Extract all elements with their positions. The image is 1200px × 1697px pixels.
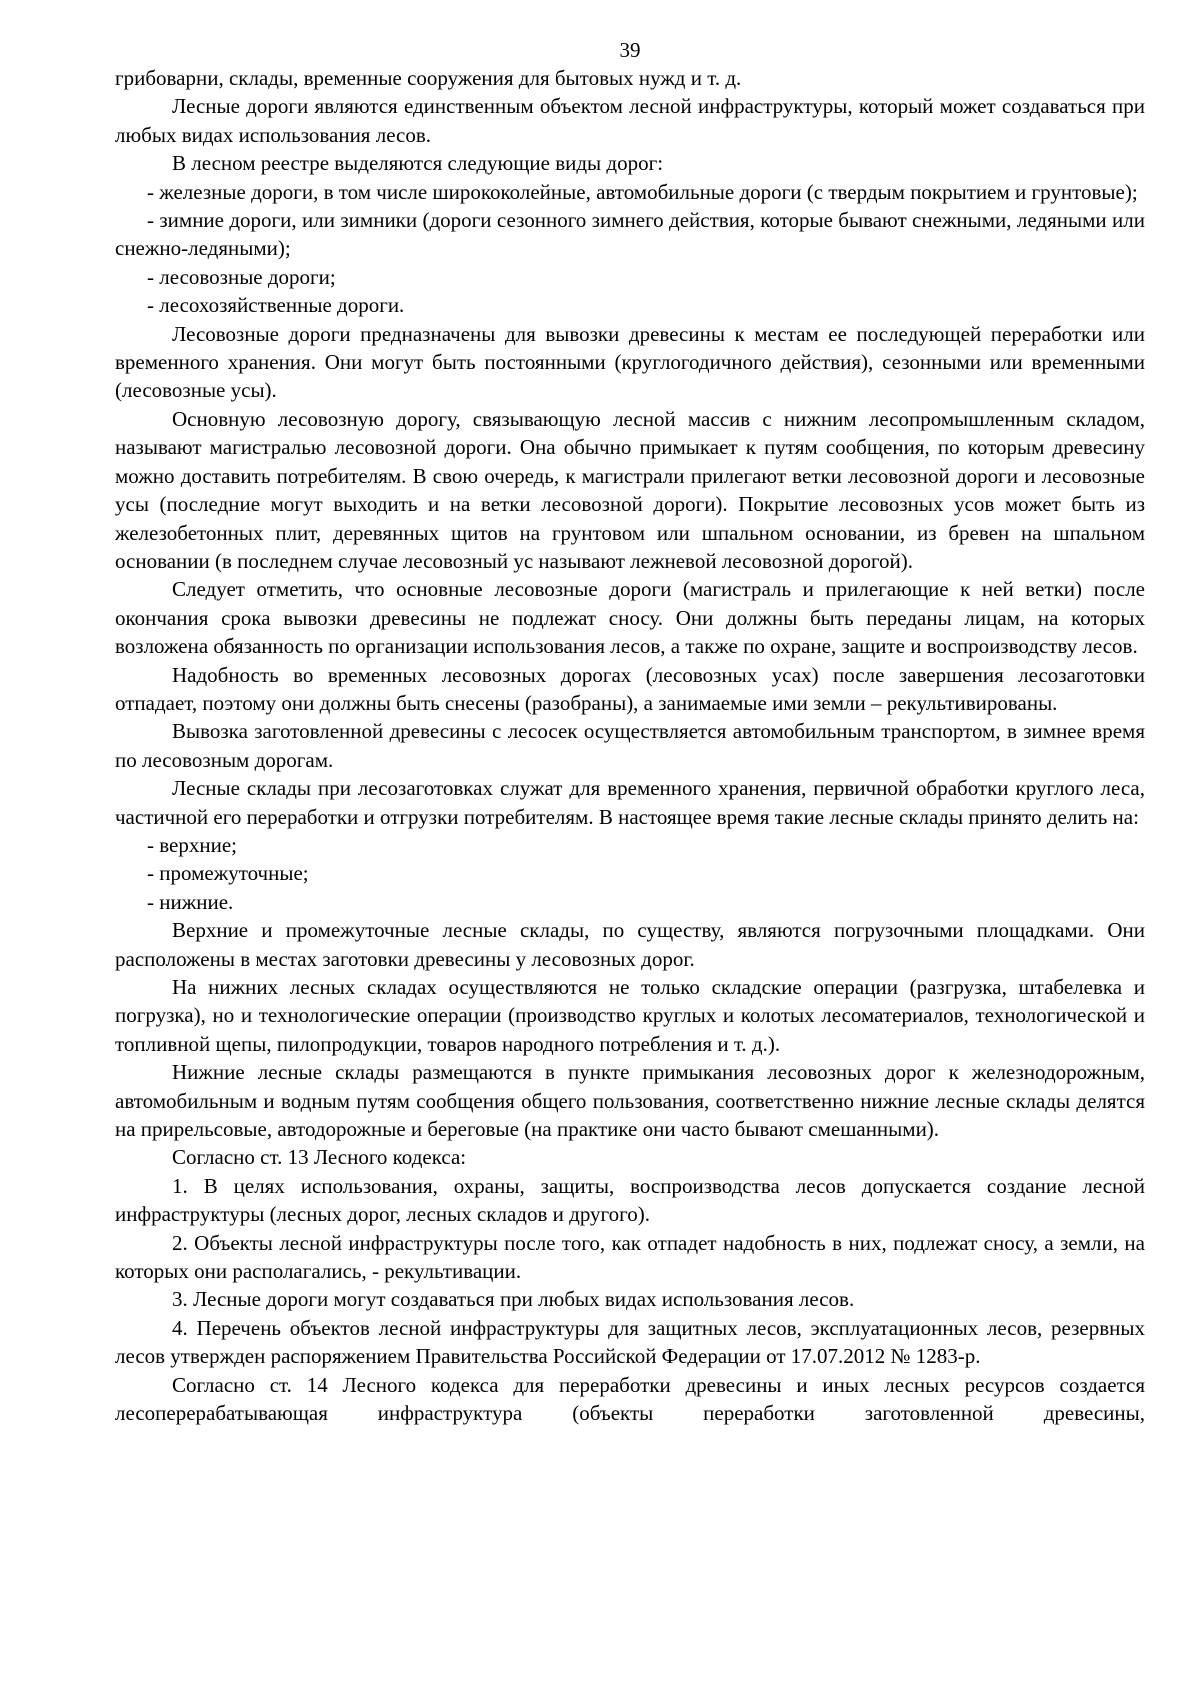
paragraph: Нижние лесные склады размещаются в пункте примыкания лесовозных дорог к железнодорожным, автомобильным и водным путям сообщения общего пользования, соответственно нижние лесные склады делятся на прирельсовые, автодорожные и береговые (на практике они часто бывают смешанными).: [115, 1060, 1145, 1142]
paragraph: Следует отметить, что основные лесовозные дороги (магистраль и прилегающие к ней ветки) после окончания срока вывозки древесины не подлежат сносу. Они должны быть переданы лицам, на которых возложена обязанность по организации использования лесов, а также по охране, защите и воспроизводству лесов.: [115, 577, 1145, 659]
paragraph: Лесные склады при лесозаготовках служат для временного хранения, первичной обработки круглого леса, частичной его переработки и отгрузки потребителям. В настоящее время такие лесные склады принято делить на:: [115, 776, 1145, 829]
paragraph: В лесном реестре выделяются следующие виды дорог:: [172, 151, 664, 176]
numbered-item: 1. В целях использования, охраны, защиты, воспроизводства лесов допускается создание лесной инфраструктуры (лесных дорог, лесных складов и другого).: [115, 1173, 1145, 1227]
list-item: - железные дороги, в том числе ширококолейные, автомобильные дороги (с твердым покрытием и грунтовые);: [147, 179, 1138, 204]
paragraph: Лесные дороги являются единственным объектом лесной инфраструктуры, который может создаваться при любых видах использования лесов.: [115, 94, 1145, 147]
paragraph: Надобность во временных лесовозных дорогах (лесовозных усах) после завершения лесозаготовки отпадает, поэтому они должны быть снесены (разобраны), а занимаемые ими земли – рекультивированы.: [115, 662, 1145, 715]
numbered-item: 3. Лесные дороги могут создаваться при любых видах использования лесов.: [172, 1287, 855, 1312]
list-item: - зимние дороги, или зимники (дороги сезонного зимнего действия, которые бывают снежными, ледяными или снежно-ледяными);: [115, 208, 1145, 261]
numbered-item: 2. Объекты лесной инфраструктуры после того, как отпадет надобность в них, подлежат сносу, а земли, на которых они располагались, - рекультивации.: [115, 1230, 1145, 1284]
paragraph: Верхние и промежуточные лесные склады, по существу, являются погрузочными площадками. Они расположены в местах заготовки древесины у лесовозных дорог.: [115, 918, 1145, 971]
paragraph: Вывозка заготовленной древесины с лесосек осуществляется автомобильным транспортом, в зимнее время по лесовозным дорогам.: [115, 719, 1145, 772]
paragraph: Согласно ст. 13 Лесного кодекса:: [172, 1145, 467, 1170]
paragraph: Основную лесовозную дорогу, связывающую лесной массив с нижним лесопромышленным складом, называют магистралью лесовозной дороги. Она обычно примыкает к путям сообщения, по которым древесину можно доставить потребителям. В свою очередь, к магистрали прилегают ветки лесовозной дороги и лесовозные усы (последние могут выходить и на ветки лесовозной дороги). Покрытие лесовозных усов может быть из железобетонных плит, деревянных щитов на грунтовом или шпальном основании, из бревен на шпальном основании (в последнем случае лесовозный ус называют лежневой лесовозной дорогой).: [115, 406, 1145, 573]
numbered-item: 4. Перечень объектов лесной инфраструктуры для защитных лесов, эксплуатационных лесов, резервных лесов утвержден распоряжением Правительства Российской Федерации от 17.07.2012 № 1283-р.: [115, 1315, 1145, 1369]
list-item: - лесохозяйственные дороги.: [147, 293, 405, 318]
paragraph: грибоварни, склады, временные сооружения для бытовых нужд и т. д.: [115, 66, 742, 90]
page-number: 39: [619, 38, 641, 62]
paragraph: Лесовозные дороги предназначены для вывозки древесины к местам ее последующей переработки или временного хранения. Они могут быть постоянными (круглогодичного действия), сезонными или временными (лесовозные усы).: [115, 321, 1145, 403]
document-page: [115, 36, 1145, 1428]
list-item: - лесовозные дороги;: [147, 264, 336, 289]
paragraph: На нижних лесных складах осуществляются не только складские операции (разгрузка, штабелевка и погрузка), но и технологические операции (производство круглых и колотых лесоматериалов, технологической и топливной щепы, пилопродукции, товаров народного потребления и т. д.).: [115, 975, 1145, 1056]
list-item: - промежуточные;: [147, 861, 309, 886]
list-item: - верхние;: [147, 832, 237, 857]
paragraph: Согласно ст. 14 Лесного кодекса для переработки древесины и иных лесных ресурсов создается лесоперерабатывающая инфраструктура (объекты переработки заготовленной древесины,: [115, 1372, 1145, 1426]
list-item: - нижние.: [147, 889, 234, 914]
